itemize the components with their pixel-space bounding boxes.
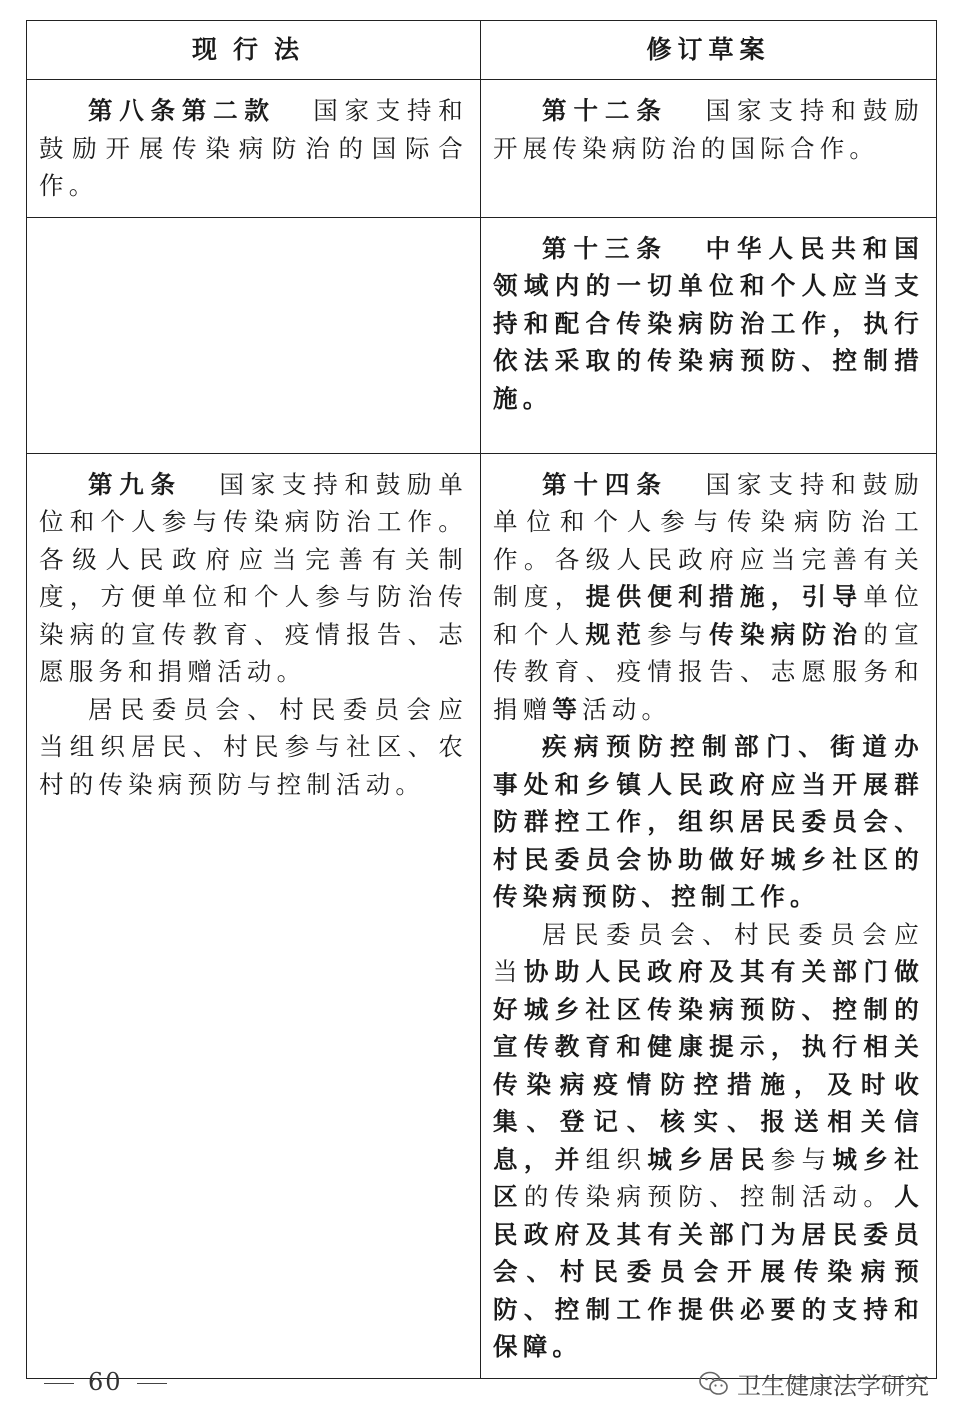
draft-cell: 第十三条 中华人民共和国领域内的一切单位和个人应当支持和配合传染病防治工作，执行依法采取的传染病预防、控制措施。 [481, 217, 937, 453]
table-row [27, 217, 937, 453]
table-row [27, 453, 937, 1378]
brand-name: 卫生健康法学研究 [737, 1372, 929, 1400]
article-14-paragraph-2: 疾病预防控制部门、街道办事处和乡镇人民政府应当开展群防群控工作，组织居民委员会、村民委员会协助做好城乡社区的传染病预防、控制工作。 [493, 732, 924, 911]
current-law-cell: 第八条第二款 国家支持和鼓励开展传染病防治的国际合作。 [27, 80, 481, 218]
table-row [27, 80, 937, 218]
brand-watermark [699, 1366, 929, 1401]
article-14-paragraph-3: 居民委员会、村民委员会应当协助人民政府及其有关部门做好城乡社区传染病预防、控制的宣传教育和健康提示，执行相关传染病疫情防控措施，及时收集、登记、核实、报送相关信息，并组织城乡居民参与城乡社区的传染病预防、控制活动。人民政府及其有关部门为居民委员会、村民委员会开展传染病预防、控制工作提供必要的支持和保障。 [493, 919, 924, 1361]
current-law-cell-empty [27, 217, 481, 453]
page-footer [0, 1368, 959, 1404]
draft-cell: 第十二条 国家支持和鼓励开展传染病防治的国际合作。 [481, 80, 937, 218]
current-law-cell: 第九条 国家支持和鼓励单位和个人参与传染病防治工作。各级人民政府应当完善有关制度，方便单位和个人参与防治传染病的宣传教育、疫情报告、志愿服务和捐赠活动。 居民委员会、村民委员会应当组织居民、村民参与社区、农村的传染病预防与控制活动。 [27, 453, 481, 1378]
article-14-paragraph-1: 第十四条 国家支持和鼓励单位和个人参与传染病防治工作。各级人民政府应当完善有关制度，提供便利措施，引导单位和个人规范参与传染病防治的宣传教育、疫情报告、志愿服务和捐赠等活动。 [493, 469, 924, 724]
draft-cell [481, 453, 937, 1378]
wechat-icon [699, 1371, 729, 1397]
page-number: 60 [30, 1368, 181, 1396]
header-row [27, 21, 937, 80]
header-revision-draft: 修订草案 [481, 21, 937, 80]
header-current-law: 现行法 [27, 21, 481, 80]
comparison-table [26, 20, 937, 1379]
